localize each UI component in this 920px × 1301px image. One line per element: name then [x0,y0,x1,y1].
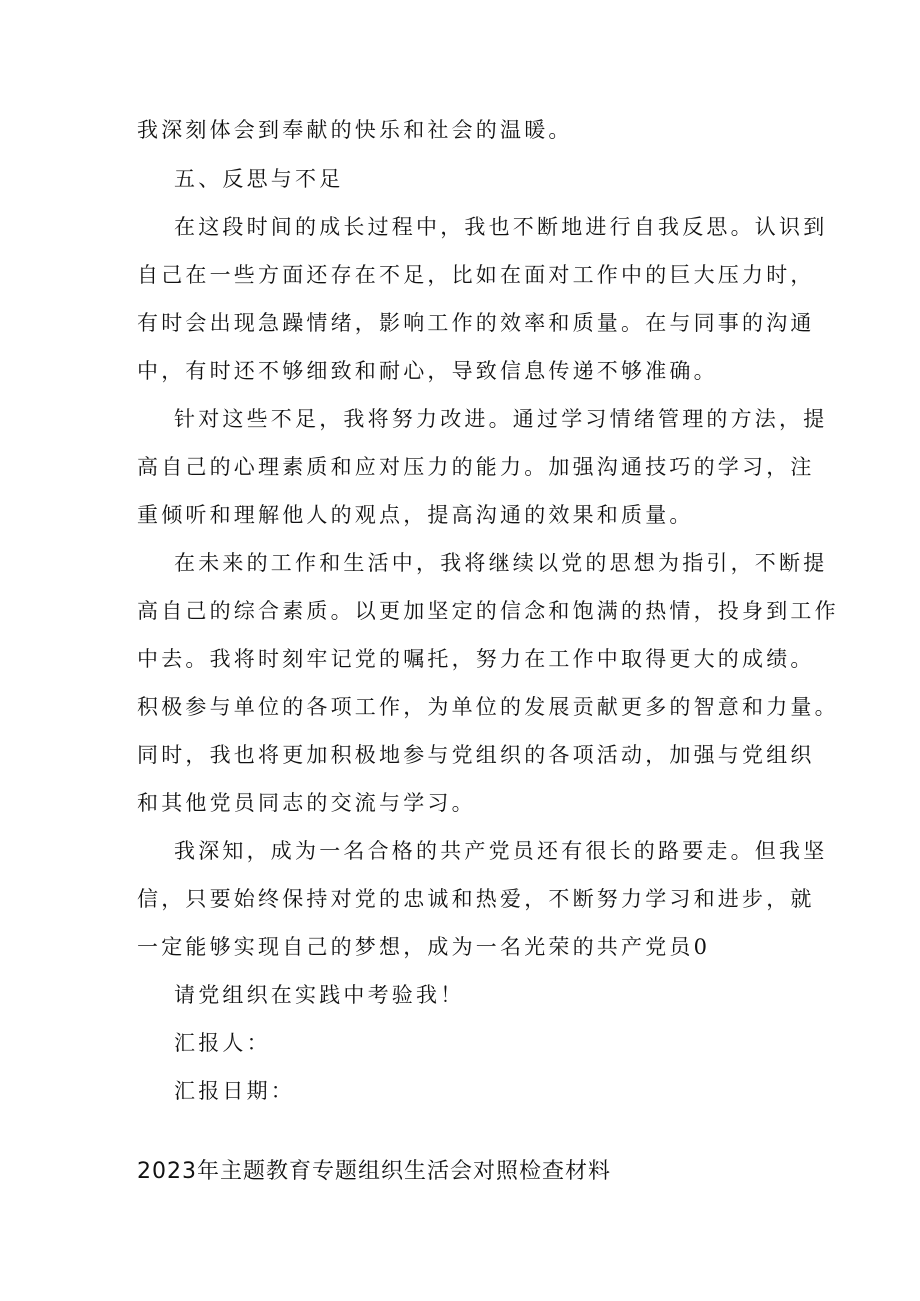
next-document-title: 2023年主题教育专题组织生活会对照检查材料 [137,1159,611,1184]
text-line: 一定能够实现自己的梦想，成为一名光荣的共产党员0 [137,935,711,959]
closing-line: 请党组织在实践中考验我！ [174,983,465,1007]
text-line: 有时会出现急躁情绪，影响工作的效率和质量。在与同事的沟通 [137,311,815,335]
text-line: 中，有时还不够细致和耐心，导致信息传递不够准确。 [137,359,718,383]
reporter-label: 汇报人： [174,1031,271,1055]
text-line: 积极参与单位的各项工作，为单位的发展贡献更多的智意和力量。 [137,695,839,719]
text-line: 我深知，成为一名合格的共产党员还有很长的路要走。但我坚 [174,839,828,863]
text-line: 重倾听和理解他人的观点，提高沟通的效果和质量。 [137,503,694,527]
section-heading: 五、反思与不足 [174,167,344,191]
text-line: 自己在一些方面还存在不足，比如在面对工作中的巨大压力时， [137,263,815,287]
text-line: 针对这些不足，我将努力改进。通过学习情绪管理的方法，提 [174,407,828,431]
text-line: 高自己的综合素质。以更加坚定的信念和饱满的热情，投身到工作 [137,599,839,623]
report-date-label: 汇报日期： [174,1079,295,1103]
text-line: 同时，我也将更加积极地参与党组织的各项活动，加强与党组织 [137,743,815,767]
text-line: 高自己的心理素质和应对压力的能力。加强沟通技巧的学习，注 [137,455,815,479]
text-line: 信，只要始终保持对党的忠诚和热爱，不断努力学习和进步，就 [137,887,815,911]
text-line: 和其他党员同志的交流与学习。 [137,791,476,815]
text-line: 在未来的工作和生活中，我将继续以党的思想为指引，不断提 [174,551,828,575]
text-line: 在这段时间的成长过程中，我也不断地进行自我反思。认识到 [174,215,828,239]
text-line: 中去。我将时刻牢记党的嘱托，努力在工作中取得更大的成绩。 [137,647,815,671]
text-line: 我深刻体会到奉献的快乐和社会的温暖。 [137,118,573,142]
